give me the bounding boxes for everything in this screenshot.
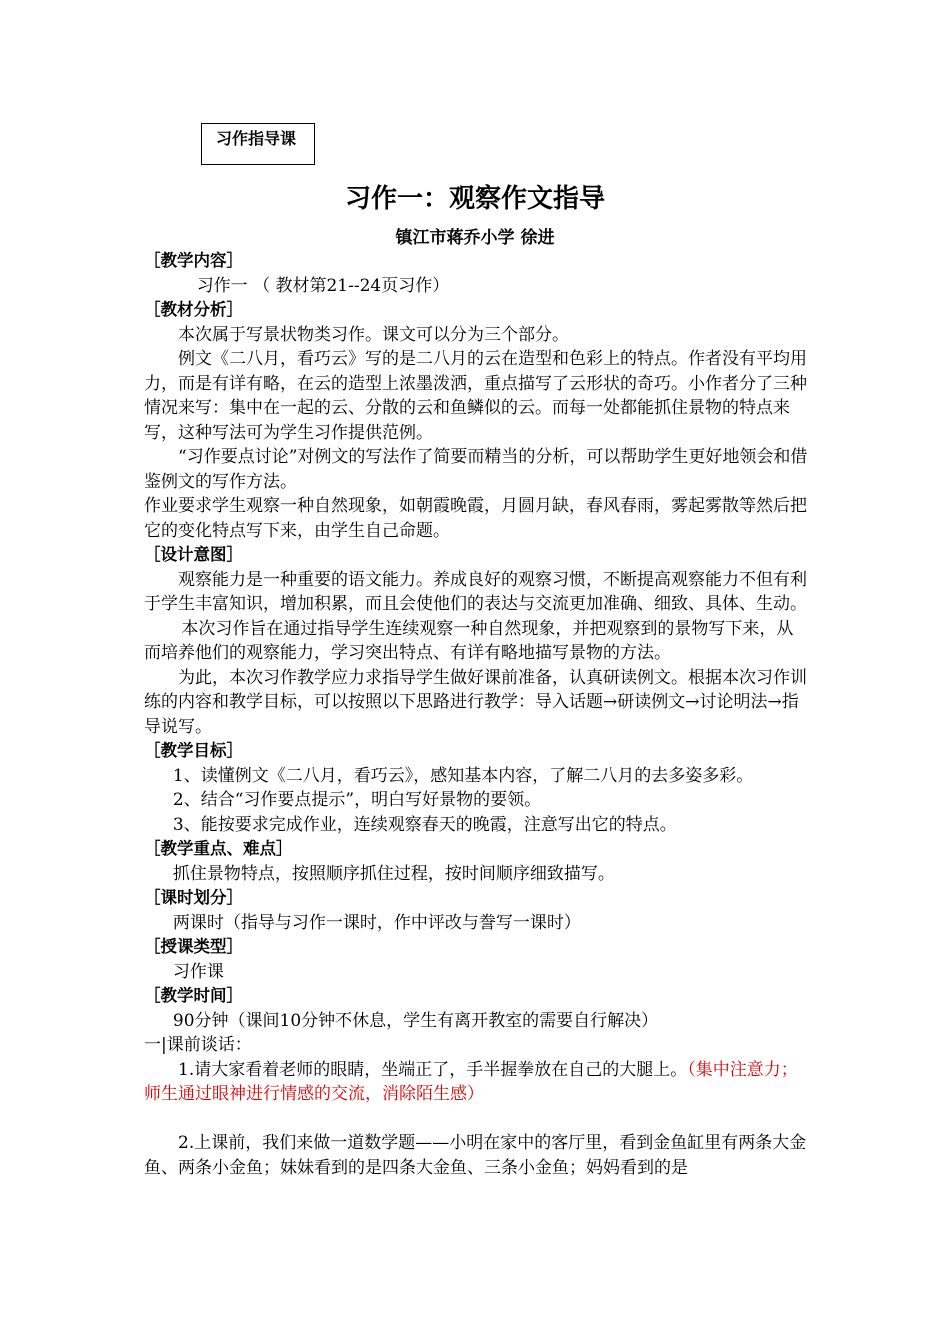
focus-text: 抓住景物特点，按照顺序抓住过程，按时间顺序细致描写。	[172, 863, 615, 884]
time-text: 90分钟（课间10分钟不休息，学生有离开教室的需要自行解决）	[172, 1010, 659, 1031]
content-text: 习作一 （ 教材第21--24页习作）	[196, 275, 450, 296]
design-paragraph: 本次习作旨在通过指导学生连续观察一种自然现象，并把观察到的景物写下来，从而培养他们的观察能力，学习突出特点、有详有略地描写景物的方法。	[144, 618, 794, 663]
section-heading-goals: ［教学目标］	[144, 741, 243, 760]
section-heading-hours: ［课时划分］	[144, 888, 243, 907]
goal-item: 2、结合“习作要点提示”，明白写好景物的要领。	[172, 790, 542, 810]
document-body	[144, 249, 810, 1180]
pre-class-heading: 一|课前谈话：	[144, 1035, 252, 1055]
section-heading-focus: ［教学重点、难点］	[144, 839, 293, 858]
analysis-paragraph: 例文《二八月，看巧云》写的是二八月的云在造型和色彩上的特点。作者没有平均用力，而是有详有略，在云的造型上浓墨泼洒，重点描写了云形状的奇巧。小作者分了三种情况来写：集中在一起的云、分散的云和鱼鳞似的云。而每一处都能抓住景物的特点来写，这种写法可为学生习作提供范例。	[144, 349, 807, 443]
label-box: 习作指导课	[201, 123, 315, 165]
design-paragraph: 为此，本次习作教学应力求指导学生做好课前准备，认真研读例文。根据本次习作训练的内容和教学目标，可以按照以下思路进行教学：导入话题→研读例文→讨论明法→指导说写。	[144, 667, 807, 737]
section-heading-time: ［教学时间］	[144, 986, 243, 1005]
analysis-paragraph: 本次属于写景状物类习作。课文可以分为三个部分。	[178, 324, 569, 345]
pre-class-text: 1.请大家看着老师的眼睛，坐端正了，手半握拳放在自己的大腿上。	[178, 1059, 688, 1080]
pre-class-paragraph	[144, 1058, 810, 1107]
goal-item: 3、能按要求完成作业，连续观察春天的晚霞，注意写出它的特点。	[172, 814, 677, 835]
pre-class-note: （集中注意力；师生通过眼神进行情感的交流，消除陌生感）	[144, 1059, 798, 1104]
section-heading-analysis: ［教材分析］	[144, 300, 243, 319]
section-heading-content: ［教学内容］	[144, 251, 243, 270]
design-paragraph: 观察能力是一种重要的语文能力。养成良好的观察习惯，不断提高观察能力不但有利于学生丰富知识，增加积累，而且会使他们的表达与交流更加准确、细致、具体、生动。	[144, 569, 807, 614]
analysis-paragraph: “习作要点讨论”对例文的写法作了简要而精当的分析，可以帮助学生更好地领会和借鉴例文的写作方法。	[144, 447, 808, 492]
hours-text: 两课时（指导与习作一课时，作中评改与誊写一课时）	[172, 912, 581, 933]
analysis-paragraph: 作业要求学生观察一种自然现象，如朝霞晚霞，月圆月缺，春风春雨，雾起雾散等然后把它的变化特点写下来，由学生自己命题。	[144, 496, 807, 541]
section-heading-type: ［授课类型］	[144, 937, 243, 956]
pre-class-paragraph: 2.上课前，我们来做一道数学题——小明在家中的客厅里，看到金鱼缸里有两条大金鱼、两条小金鱼；妹妹看到的是四条大金鱼、三条小金鱼；妈妈看到的是	[144, 1133, 807, 1178]
goal-item: 1、读懂例文《二八月，看巧云》，感知基本内容，了解二八月的去多姿多彩。	[172, 765, 754, 786]
type-text: 习作课	[172, 961, 224, 982]
section-heading-design: ［设计意图］	[144, 545, 243, 564]
document-title: 习作一：观察作文指导	[344, 184, 605, 214]
author-line: 镇江市蒋乔小学 徐进	[395, 228, 555, 248]
blank-line	[144, 1107, 810, 1132]
